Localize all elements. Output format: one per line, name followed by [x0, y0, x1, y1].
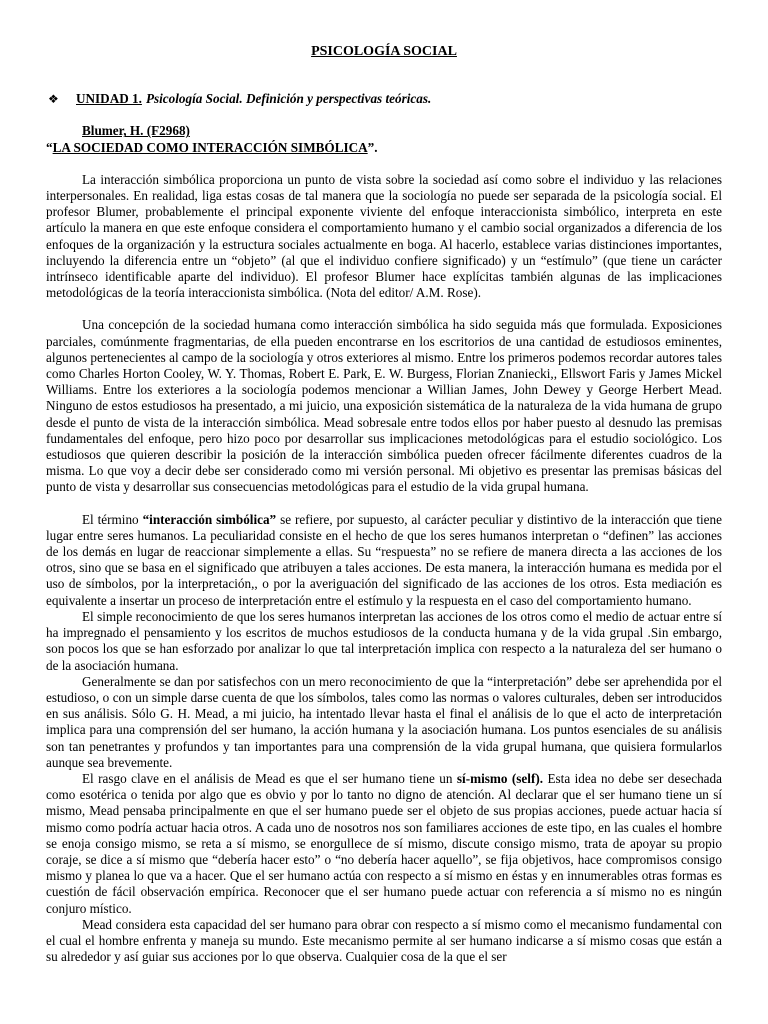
paragraph-symbolic-interaction-term	[46, 512, 722, 609]
p3-before: El término	[82, 511, 143, 527]
p3-after: se refiere, por supuesto, al carácter peculiar y distintivo de la interacción que tiene lugar entre seres humanos. La peculiaridad consiste en el hecho de que los seres humanos interpretan o “definen” las acciones de los demás en lugar de reaccionar simplemente a ellas. Su “respuesta” no se refiere de manera directa a las acciones de los otros, sino que se basa en el significado que atribuyen a tales acciones. De esta manera, la interacción humana es medida por el uso de símbolos, por la interpretación,, o por la averiguación del significado de las acciones de los otros. Esta mediación es equivalente a insertar un proceso de interpretación entre el estímulo y la respuesta en el caso del comportamiento humano.	[46, 511, 722, 608]
document-page	[46, 44, 722, 965]
paragraph-recognition: El simple reconocimiento de que los seres humanos interpretan las acciones de los otros como el medio de actuar entre sí ha impregnado el pensamiento y los escritos de muchos estudiosos de la conducta humana y de la vida grupal .Sin embargo, son pocos los que se han esforzado por analizar lo que tal interpretación implica con respecto a la naturaleza del ser humano o de la asociación humana.	[46, 608, 722, 673]
author-reference: Blumer, H. (F2968)	[82, 123, 190, 139]
article-title	[46, 140, 722, 156]
p6-before: El rasgo clave en el análisis de Mead es que el ser humano tiene un	[82, 770, 457, 786]
unit-description: Psicología Social. Definición y perspectivas teóricas.	[145, 91, 432, 107]
paragraph-gap	[46, 496, 722, 512]
document-title: PSICOLOGÍA SOCIAL	[311, 44, 457, 59]
article-title-text: LA SOCIEDAD COMO INTERACCIÓN SIMBÓLICA	[52, 139, 368, 155]
unit-heading	[46, 91, 722, 107]
paragraph-editor-note: La interacción simbólica proporciona un punto de vista sobre la sociedad así como sobre el individuo y las relaciones interpersonales. En realidad, liga estas cosas de tal manera que la sociología no puede ser separada de la psicología social. El profesor Blumer, probablemente el principal exponente viviente del enfoque interaccionista simbólico, interpreta en este artículo la manera en que este enfoque considera el comportamiento humano y el cambio social organizados a diferencia de los enfoques de la organización y la estructura sociales actualmente en boga. Al hacerlo, establece varias distinciones importantes, incluyendo la diferencia entre un “objeto” (al que el individuo confiere significado) y un “estímulo” (que tiene un carácter intrínseco identificable aparte del individuo). El profesor Blumer hace explícitas también algunas de las implicaciones metodológicas de la teoría interaccionista simbólica. (Nota del editor/ A.M. Rose).	[46, 171, 722, 301]
p3-bold-term: “interacción simbólica”	[142, 511, 277, 527]
paragraph-mechanism: Mead considera esta capacidad del ser humano para obrar con respecto a sí mismo como el mecanismo fundamental con el cual el hombre enfrenta y maneja su mundo. Este mecanismo permite al ser humano indicarse a sí mismo cosas que están a su alrededor y así guiar sus acciones por lo que observa. Cualquier cosa de la que el ser	[46, 916, 722, 965]
paragraph-conception: Una concepción de la sociedad humana como interacción simbólica ha sido seguida más que formulada. Exposiciones parciales, comúnmente fragmentarias, de ella pueden encontrarse en los escritorios de una cantidad de estudiosos eminentes, algunos pertenecientes al campo de la sociología y otros exteriores al mismo. Entre los primeros podemos recordar autores tales como Charles Horton Cooley, W. Y. Thomas, Robert E. Park, E. W. Burgess, Florian Znaniecki,, Ellswort Faris y James Mickel Williams. Entre los exteriores a la sociología podemos mencionar a Willian James, John Dewey y George Herbert Mead. Ninguno de estos estudiosos ha presentado, a mi juicio, una exposición sistemática de la naturaleza de la vida humana de grupo desde el punto de vista de la interacción simbólica. Mead sobresale entre todos ellos por haber puesto al desnudo las premisas fundamentales del enfoque, pero hizo poco por desarrollar sus implicaciones metodológicas para el estudio sociológico. Los estudiosos que quieren describir la posición de la interacción simbólica pueden ofrecer fácilmente diferentes cuadros de la misma. Lo que voy a decir debe ser considerado como mi versión personal. Mi objetivo es presentar las premisas básicas del punto de vista y desarrollar sus consecuencias metodológicas para el estudio de la vida grupal humana.	[46, 317, 722, 495]
paragraph-interpretation: Generalmente se dan por satisfechos con un mero reconocimiento de que la “interpretación” debe ser aprehendida por el estudioso, o con un simple darse cuenta de que los símbolos, tales como las normas o valores culturales, deben ser introducidos en sus análisis. Sólo G. H. Mead, a mi juicio, ha intentado llevar hasta el final el análisis de lo que el acto de interpretación implica para una comprensión del ser humano, la acción humana y la asociación humana. Los puntos esenciales de su análisis son tan penetrantes y profundos y tan importantes para una comprensión de la vida grupal humana, que quisiera formularlos aunque sea brevemente.	[46, 673, 722, 770]
article-title-open-quote: “	[46, 139, 53, 155]
p6-bold-term: sí-mismo (self).	[456, 770, 544, 786]
diamond-bullet-icon: ❖	[48, 92, 59, 107]
paragraph-self	[46, 771, 722, 917]
article-title-close-quote: ”.	[367, 139, 378, 155]
unit-label: UNIDAD 1.	[76, 91, 142, 107]
paragraph-gap	[46, 301, 722, 317]
p6-after: Esta idea no debe ser desechada como esotérica o tenida por algo que es obvio y por lo tanto no digno de atención. Al declarar que el ser humano tiene un sí mismo, Mead pensaba principalmente en que el ser humano puede ser el objeto de sus propias acciones, puede actuar hacia sí mismo como podría actuar hacia otros. A cada uno de nosotros nos son familiares acciones de este tipo, en las cuales el hombre se enoja consigo mismo, se reta a sí mismo, se enorgullece de sí mismo, discute consigo mismo, trata de apoyar su propio coraje, se dice a sí mismo que “debería hacer esto” o “no debería hacer aquello”, se fija objetivos, hace compromisos consigo mismo y planea lo que va a hacer. Que el ser humano actúa con respecto a sí mismo en éstas y en innumerables otras formas es cuestión de fácil observación empírica. Reconocer que el ser humano puede actuar con referencia a sí mismo no es ningún conjuro místico.	[46, 770, 722, 916]
